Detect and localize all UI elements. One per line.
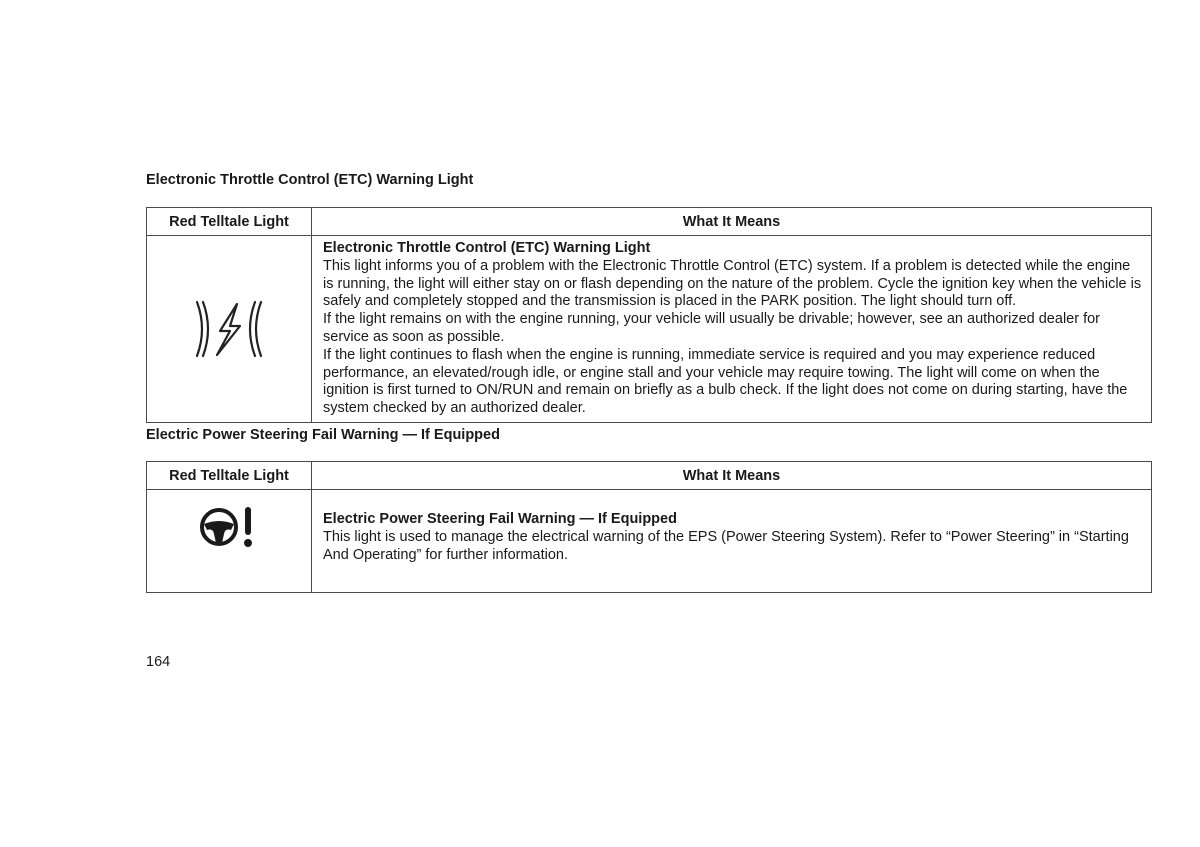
telltale-description-cell	[312, 490, 1152, 593]
description-heading: Electric Power Steering Fail Warning — If Equipped	[323, 511, 677, 527]
etc-throttle-icon	[193, 320, 265, 337]
column-header-meaning: What It Means	[312, 208, 1152, 236]
table-header-row	[147, 208, 1152, 236]
section-title-etc: Electronic Throttle Control (ETC) Warning Light	[146, 172, 474, 188]
eps-telltale-table	[146, 461, 1152, 593]
description-paragraph: This light informs you of a problem with the Electronic Throttle Control (ETC) system. If a problem is detected while the engine is running, the light will either stay on or flash depending on the nature of the problem. Cycle the ignition key when the vehicle is safely and completely stopped and the transmission is placed in the PARK position. The light should turn off.	[323, 257, 1142, 310]
section-title-eps: Electric Power Steering Fail Warning — If Equipped	[146, 427, 500, 443]
description-heading: Electronic Throttle Control (ETC) Warning Light	[323, 240, 651, 256]
telltale-description-cell	[312, 236, 1152, 423]
table-row	[147, 236, 1152, 423]
column-header-meaning: What It Means	[312, 462, 1152, 490]
column-header-telltale: Red Telltale Light	[147, 462, 312, 490]
description-paragraph: If the light remains on with the engine running, your vehicle will usually be drivable; however, see an authorized dealer for service as soon as possible.	[323, 311, 1101, 345]
etc-telltale-table	[146, 207, 1152, 423]
table-header-row	[147, 462, 1152, 490]
description-paragraph: If the light continues to flash when the engine is running, immediate service is required and you may experience reduced performance, an elevated/rough idle, or engine stall and your vehicle may require towing. The light will come on when the ignition is first turned to ON/RUN and remain on briefly as a bulb check. If the light does not come on during starting, have the system checked by an authorized dealer.	[323, 346, 1128, 417]
telltale-icon-cell	[147, 490, 312, 593]
description-paragraph: This light is used to manage the electrical warning of the EPS (Power Steering System). Refer to “Power Steering” in “Starting And Operating” for further information.	[323, 528, 1129, 563]
table-row	[147, 490, 1152, 593]
column-header-telltale: Red Telltale Light	[147, 208, 312, 236]
steering-wheel-warning-icon	[197, 518, 261, 535]
telltale-icon-cell	[147, 236, 312, 423]
page-number: 164	[146, 654, 171, 670]
